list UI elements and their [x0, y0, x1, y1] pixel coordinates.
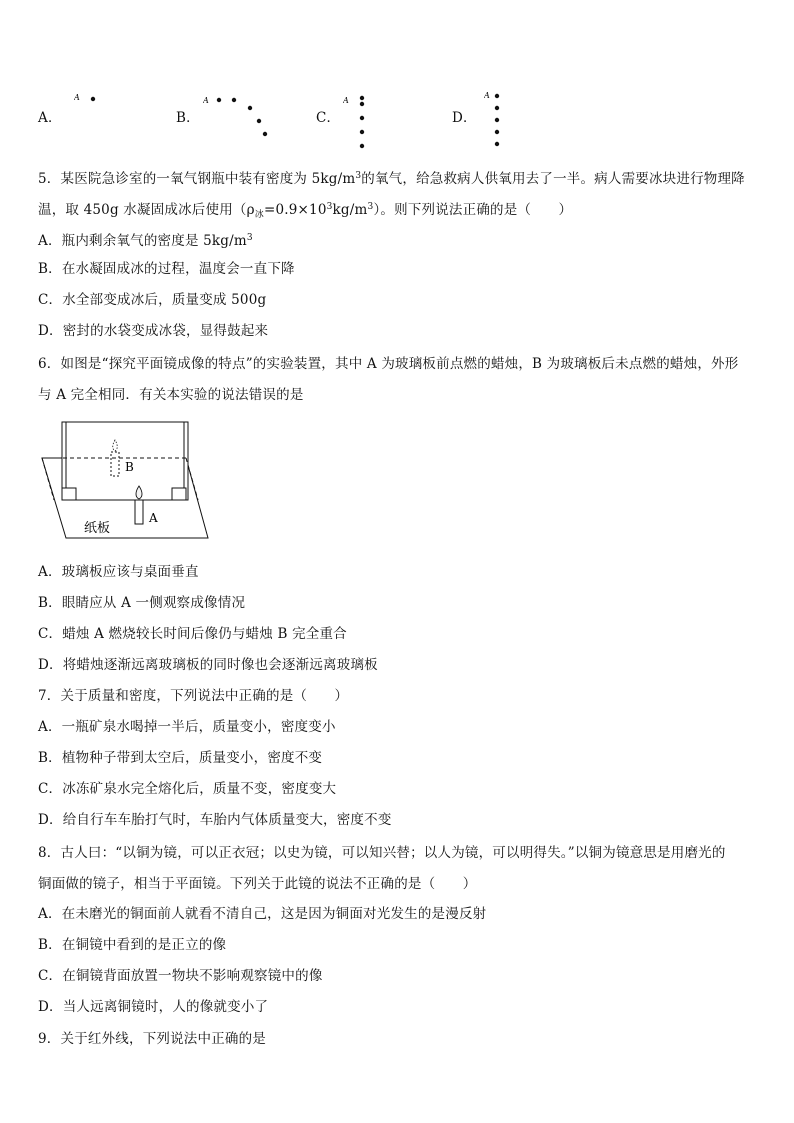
dot — [248, 106, 252, 110]
q6-option-b: B．眼睛应从 A 一侧观察成像情况 — [38, 595, 246, 611]
q5-line2-sup2: 3 — [367, 202, 374, 212]
dot — [360, 116, 364, 120]
dot — [360, 130, 364, 134]
q5-line2-text-b: =0.9×10 — [263, 202, 327, 218]
holder-left — [62, 488, 76, 500]
q5-option-a-text: A．瓶内剩余氧气的密度是 5kg/m — [38, 233, 247, 249]
q7-stem: 7．关于质量和密度，下列说法中正确的是（ ） — [38, 688, 349, 704]
q6-stem-line2: 与 A 完全相同．有关本实验的说法错误的是 — [38, 387, 304, 403]
dot — [495, 94, 499, 98]
dot — [217, 98, 221, 102]
q5-stem-line1 — [38, 167, 745, 188]
q4-c-point-label: A — [343, 96, 349, 105]
q7-option-a: A．一瓶矿泉水喝掉一半后，质量变小，密度变小 — [38, 719, 336, 735]
q4-option-c-figure — [343, 92, 373, 152]
q8-option-a: A．在未磨光的铜面前人就看不清自己，这是因为铜面对光发生的是漫反射 — [38, 906, 487, 922]
q6-option-c: C．蜡烛 A 燃烧较长时间后像仍与蜡烛 B 完全重合 — [38, 626, 347, 642]
q4-a-point-label: A — [74, 93, 80, 102]
q8-stem-line1: 8．古人曰：“以铜为镜，可以正衣冠；以史为镜，可以知兴替；以人为镜，可以明得失。”以铜为镜意思是用磨光的 — [38, 845, 726, 861]
q5-line2-sup1: 3 — [326, 202, 333, 212]
dot — [495, 130, 499, 134]
candle-a-label: A — [149, 511, 158, 525]
q6-option-d: D．将蜡烛逐渐远离玻璃板的同时像也会逐渐远离玻璃板 — [38, 657, 378, 673]
q6-mirror-experiment-figure — [38, 418, 210, 542]
q9-stem: 9．关于红外线，下列说法中正确的是 — [38, 1031, 266, 1047]
q7-option-c: C．冰冻矿泉水完全熔化后，质量不变，密度变大 — [38, 781, 337, 797]
q5-stem-line2 — [38, 198, 572, 224]
q4-d-point-label: A — [484, 91, 490, 100]
q4-option-d-label: D． — [452, 110, 477, 126]
q6-option-a: A．玻璃板应该与桌面垂直 — [38, 564, 199, 580]
q6-stem-line1: 6．如图是“探究平面镜成像的特点”的实验装置，其中 A 为玻璃板前点燃的蜡烛，B 为玻璃板后未点燃的蜡烛，外形 — [38, 356, 739, 372]
dot — [263, 132, 267, 136]
q5-line2-sub: 冰 — [254, 210, 264, 220]
q4-option-b-label: B． — [176, 110, 200, 126]
q8-stem-line2: 铜面做的镜子，相当于平面镜。下列关于此镜的说法不正确的是（ ） — [38, 876, 477, 892]
candle-a — [135, 500, 143, 524]
q4-option-d-figure — [484, 88, 514, 152]
q5-option-c: C．水全部变成冰后，质量变成 500g — [38, 292, 267, 308]
q8-option-c: C．在铜镜背面放置一物块不影响观察镜中的像 — [38, 968, 323, 984]
dot — [360, 144, 364, 148]
q4-b-point-label: A — [203, 96, 209, 105]
dot — [360, 102, 364, 106]
q5-option-a-sup: 3 — [246, 233, 253, 243]
q5-option-d: D．密封的水袋变成冰袋，显得鼓起来 — [38, 323, 269, 339]
q5-option-b: B．在水凝固成冰的过程，温度会一直下降 — [38, 261, 295, 277]
q7-option-d: D．给自行车车胎打气时，车胎内气体质量变大，密度不变 — [38, 812, 392, 828]
dot — [257, 119, 261, 123]
q8-option-d: D．当人远离铜镜时，人的像就变小了 — [38, 999, 269, 1015]
q4-option-a-figure — [74, 92, 104, 112]
q7-option-b: B．植物种子带到太空后，质量变小，密度不变 — [38, 750, 323, 766]
holder-right — [172, 488, 186, 500]
q5-line2-text-a: 温，取 450g 水凝固成冰后使用（ρ — [38, 202, 255, 218]
q5-option-a — [38, 229, 253, 250]
dot — [495, 118, 499, 122]
dot — [232, 98, 236, 102]
q5-line2-text-c: kg/m — [332, 202, 368, 218]
q4-option-c-label: C． — [316, 110, 341, 126]
q4-option-b-figure — [203, 92, 273, 140]
dot — [91, 97, 95, 101]
dot — [495, 106, 499, 110]
dot — [495, 142, 499, 146]
candle-b-label: B — [125, 460, 134, 474]
q8-option-b: B．在铜镜中看到的是正立的像 — [38, 937, 227, 953]
q5-line1-text-a: 5．某医院急诊室的一氧气钢瓶中装有密度为 5kg/m — [38, 171, 356, 187]
q5-line1-text-b: 的氧气，给急救病人供氧用去了一半。病人需要冰块进行物理降 — [361, 171, 745, 187]
q5-line1-sup: 3 — [355, 171, 362, 181]
q4-option-a-label: A． — [38, 110, 62, 126]
dot — [360, 96, 364, 100]
q5-line2-text-d: ）。则下列说法正确的是（ ） — [373, 202, 573, 218]
paper-board-label: 纸板 — [84, 521, 111, 536]
